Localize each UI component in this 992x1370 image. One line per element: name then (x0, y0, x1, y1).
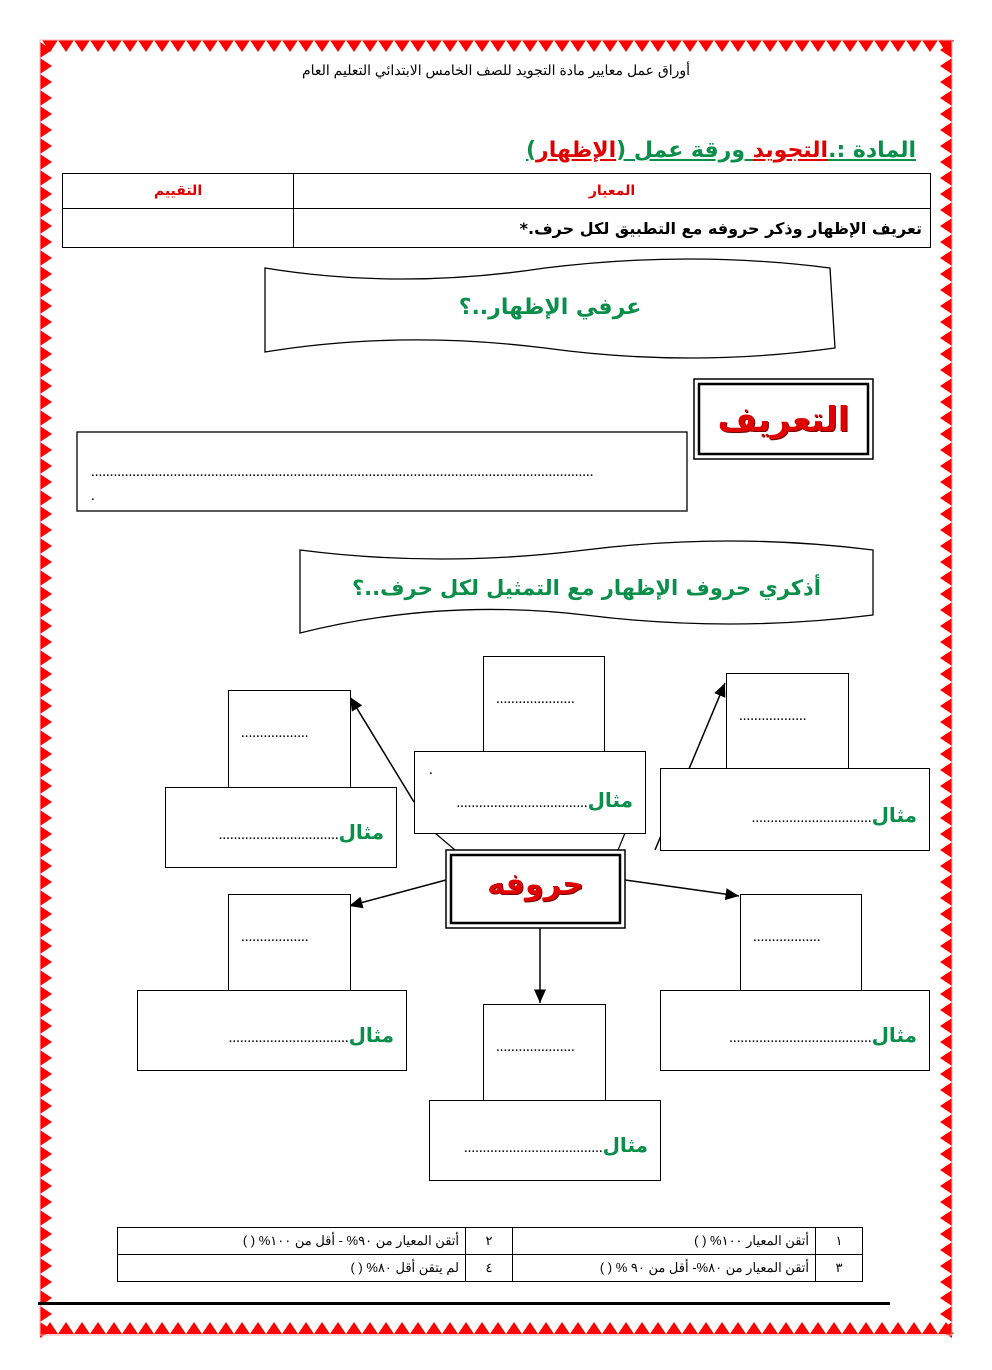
letter-dots: .................. (753, 929, 821, 945)
example-label (464, 1133, 648, 1157)
evaluation-header: التقييم (63, 174, 294, 209)
example-box-mid-right[interactable] (660, 990, 930, 1071)
letter-box-mid-right[interactable] (740, 894, 862, 992)
letter-dots: ..................... (496, 691, 575, 707)
definition-line-2: . (91, 488, 95, 504)
scale-text[interactable]: أتقن المعيار ١٠٠% ( ) (513, 1228, 816, 1255)
example-word: مثال (602, 1133, 648, 1157)
subject-label: المادة :. (828, 138, 916, 163)
example-dots: ................................ (228, 1030, 349, 1046)
example-dots: ...................................... (729, 1030, 872, 1046)
letter-box-bottom[interactable] (483, 1004, 606, 1102)
example-extra: . (429, 762, 433, 778)
scale-number: ٣ (816, 1255, 863, 1282)
question-1: عرفي الإظهار..؟ (458, 295, 642, 320)
example-dots: ................................ (751, 810, 872, 826)
scale-text[interactable]: أتقن المعيار من ٨٠%- أقل من ٩٠ % ( ) (513, 1255, 816, 1282)
letter-dots: .................. (739, 708, 807, 724)
subject-name: التجويد (752, 138, 829, 163)
scale-number: ٤ (466, 1255, 513, 1282)
letter-box-top-left[interactable] (228, 690, 351, 789)
example-label (456, 788, 633, 812)
scale-text[interactable]: أتقن المعيار من ٩٠% - أقل من ١٠٠% ( ) (118, 1228, 466, 1255)
scale-number: ١ (816, 1228, 863, 1255)
letter-box-top[interactable] (483, 656, 605, 753)
topic-close: ) (525, 138, 537, 163)
example-box-mid-left[interactable] (137, 990, 407, 1071)
letter-box-mid-left[interactable] (228, 894, 351, 992)
example-box-bottom[interactable] (429, 1100, 661, 1181)
example-dots: ................................ (218, 827, 339, 843)
scale-text[interactable]: لم يتقن أقل ٨٠% ( ) (118, 1255, 466, 1282)
example-label (729, 1023, 917, 1047)
letter-dots: .................. (241, 929, 309, 945)
example-label (229, 1023, 394, 1047)
worksheet-label: ورقة عمل ( (616, 138, 753, 163)
letter-dots: ..................... (496, 1039, 575, 1055)
example-box-top[interactable] (414, 751, 646, 834)
definition-title: التعريف (717, 400, 850, 440)
example-box-top-left[interactable] (165, 787, 397, 868)
definition-line-1: ...................................................................................................................................... (91, 464, 594, 480)
example-word: مثال (587, 788, 633, 812)
letter-dots: .................. (241, 725, 309, 741)
example-word: مثال (348, 1023, 394, 1047)
example-word: مثال (871, 1023, 917, 1047)
example-word: مثال (871, 803, 917, 827)
scale-number: ٢ (466, 1228, 513, 1255)
example-word: مثال (338, 820, 384, 844)
example-dots: ..................................... (463, 1140, 603, 1156)
topic-name: الإظهار (536, 138, 617, 163)
criterion-header: المعيار (294, 174, 931, 209)
example-label (219, 820, 384, 844)
evaluation-scale-table (117, 1227, 863, 1282)
example-dots: ................................... (456, 795, 588, 811)
example-box-top-right[interactable] (660, 768, 930, 851)
example-label (752, 803, 917, 827)
header-title: أوراق عمل معايير مادة التجويد للصف الخامس الابتدائي التعليم العام (301, 62, 691, 78)
question-2: أذكري حروف الإظهار مع التمثيل لكل حرف..؟ (351, 576, 821, 600)
bottom-rule (38, 1302, 890, 1305)
center-label: حروفه (487, 867, 584, 902)
letter-box-top-right[interactable] (726, 673, 849, 770)
criterion-text: تعريف الإظهار وذكر حروفه مع التطبيق لكل حرف.* (294, 209, 931, 248)
